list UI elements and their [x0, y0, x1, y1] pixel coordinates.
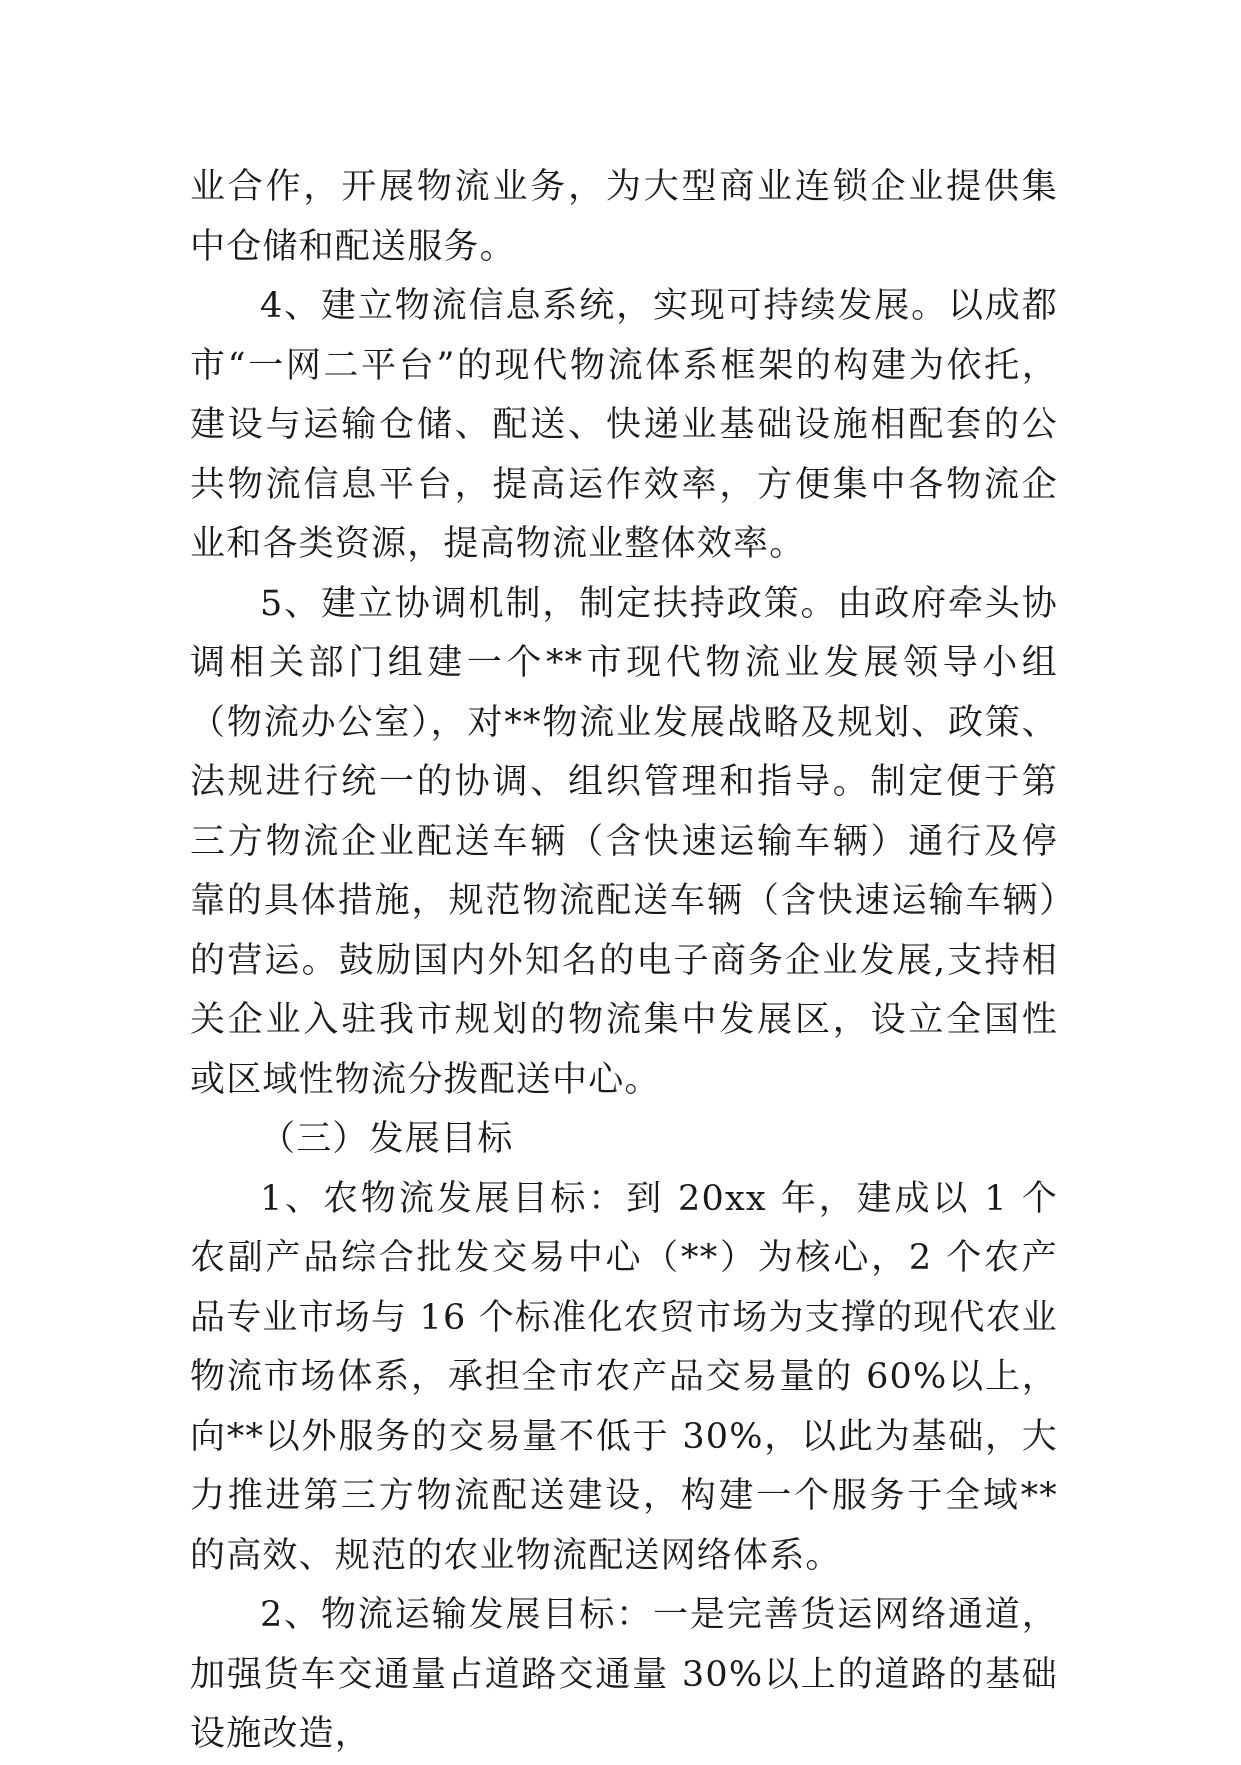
document-body [190, 158, 1058, 1765]
paragraph-goal-1: 1、农物流发展目标：到 20xx 年，建成以 1 个农副产品综合批发交易中心（**）为核心，2 个农产品专业市场与 16 个标准化农贸市场为支撑的现代农业物流市场体系，承担全市农产品交易量的 60%以上，向**以外服务的交易量不低于 30%，以此为基础，大力推进第三方物流配送建设，构建一个服务于全域**的高效、规范的农业物流配送网络体系。 [190, 1178, 1058, 1576]
paragraph-item-5: 5、建立协调机制，制定扶持政策。由政府牵头协调相关部门组建一个**市现代物流业发展领导小组（物流办公室），对**物流业发展战略及规划、政策、法规进行统一的协调、组织管理和指导。制定便于第三方物流企业配送车辆（含快速运输车辆）通行及停靠的具体措施，规范物流配送车辆（含快速运输车辆）的营运。鼓励国内外知名的电子商务企业发展,支持相关企业入驻我市规划的物流集中发展区，设立全国性或区域性物流分拨配送中心。 [190, 583, 1058, 1100]
section-heading: （三）发展目标 [260, 1119, 514, 1159]
paragraph-continuation: 业合作，开展物流业务，为大型商业连锁企业提供集中仓储和配送服务。 [190, 167, 1058, 267]
paragraph-goal-2: 2、物流运输发展目标：一是完善货运网络通道，加强货车交通量占道路交通量 30%以上的道路的基础设施改造， [190, 1595, 1058, 1754]
paragraph-item-4: 4、建立物流信息系统，实现可持续发展。以成都市“一网二平台”的现代物流体系框架的构建为依托，建设与运输仓储、配送、快递业基础设施相配套的公共物流信息平台，提高运作效率，方便集中各物流企业和各类资源，提高物流业整体效率。 [190, 286, 1058, 564]
